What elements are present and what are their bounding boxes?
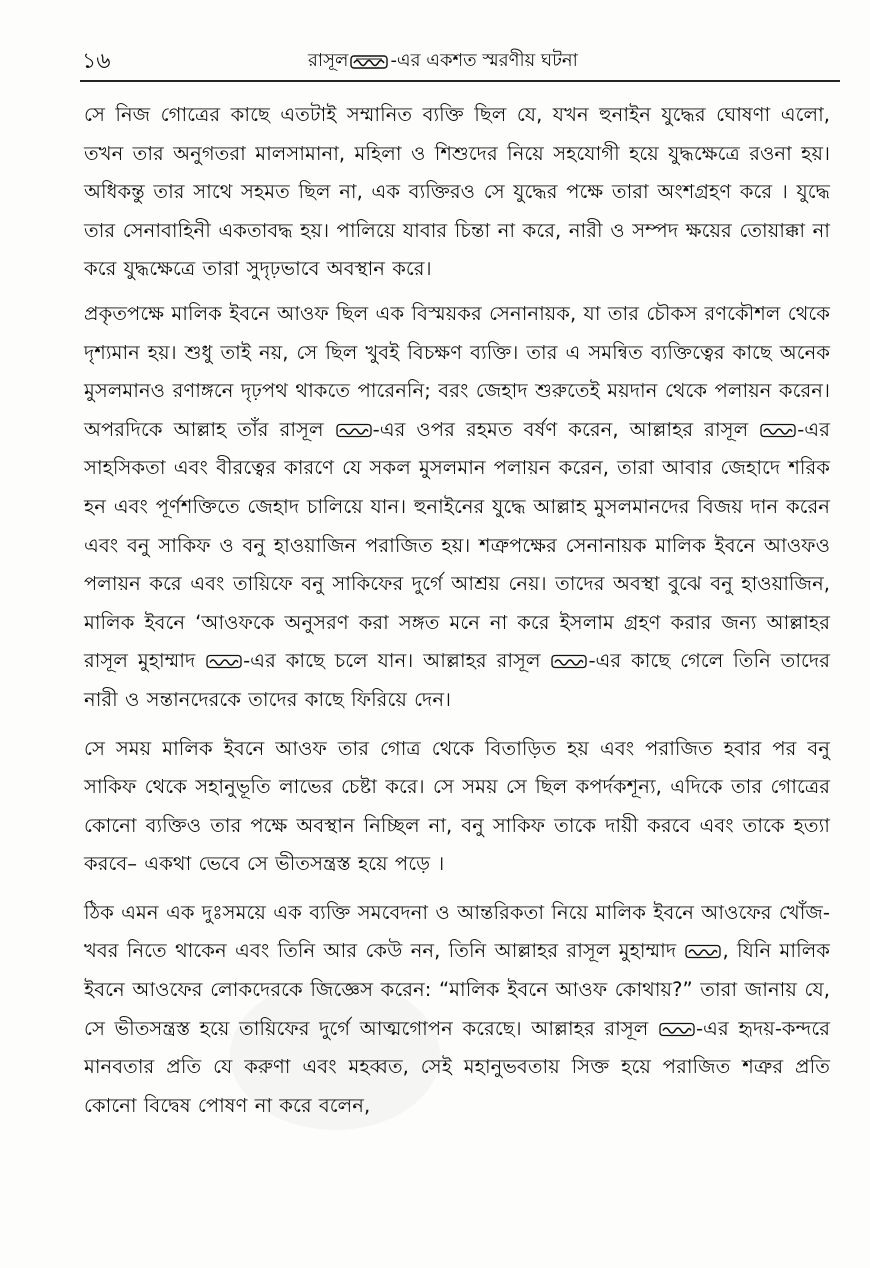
paragraph-4	[84, 894, 830, 1126]
paragraph-text: -এর কাছে চলে যান। আল্লাহর রাসূল	[243, 649, 551, 673]
saw-calligraphy-icon	[685, 934, 721, 949]
saw-calligraphy-icon	[659, 1012, 695, 1027]
paragraph-text: -এর ওপর রহমত বর্ষণ করেন, আল্লাহর রাসূল	[372, 417, 760, 441]
paragraph-2	[84, 295, 830, 720]
saw-calligraphy-icon	[336, 413, 372, 428]
running-title-end: -এর একশত স্মরণীয় ঘটনা	[390, 50, 578, 71]
paragraph-text: -এর সাহসিকতা এবং বীরত্বের কারণে যে সকল মুসলমান পলায়ন করেন, তারা আবার জেহাদে শরিক হন এবং পূর্ণশক্তিতে জেহাদ চালিয়ে যান। হুনাইনের যুদ্ধে আল্লাহ মুসলমানদের বিজয় দান করেন এবং বনু সাকিফ ও বনু হাওয়াজিন পরাজিত হয়। শত্রুপক্ষের সেনানায়ক মালিক ইবনে আওফও পলায়ন করে এবং তায়িফে বনু সাকিফের দুর্গে আশ্রয় নেয়। তাদের অবস্থা বুঝে বনু হাওয়াজিন, মালিক ইবনে ‘আওফকে অনুসরণ করা সঙ্গত মনে না করে ইসলাম গ্রহণ করার জন্য আল্লাহর রাসূল মুহাম্মাদ	[84, 417, 830, 673]
paragraph-text: , যিনি মালিক ইবনে আওফের লোকদেরকে জিজ্ঞেস করেন: “মালিক ইবনে আওফ কোথায়?” তারা জানায় যে, সে ভীতসন্ত্রস্ত হয়ে তায়িফের দুর্গে আত্মগোপন করেছে। আল্লাহর রাসূল	[84, 939, 831, 1040]
paragraph-3	[84, 730, 830, 884]
running-title-start: রাসূল	[308, 50, 349, 71]
saw-calligraphy-icon	[350, 54, 388, 70]
body-text	[84, 96, 830, 1135]
paragraph-1	[84, 96, 830, 289]
saw-calligraphy-icon	[760, 413, 796, 428]
paragraph-text: প্রকৃতপক্ষে মালিক ইবনে আওফ ছিল এক বিস্ময়কর সেনানায়ক, যা তার চৌকস রণকৌশল থেকে দৃশ্যমান হয়। শুধু তাই নয়, সে ছিল খুবই বিচক্ষণ ব্যক্তি। তার এ সমন্বিত ব্যক্তিত্বের কাছে অনেক মুসলমানও রণাঙ্গনে দৃঢ়পথ থাকতে পারেননি; বরং জেহাদ শুরুতেই ময়দান থেকে পলায়ন করেন। অপরদিকে আল্লাহ তাঁর রাসূল	[84, 301, 830, 441]
saw-calligraphy-icon	[206, 644, 242, 659]
paragraph-text: ঠিক এমন এক দুঃসময়ে এক ব্যক্তি সমবেদনা ও আন্তরিকতা নিয়ে মালিক ইবনে আওফের খোঁজ-খবর নিতে থাকেন এবং তিনি আর কেউ নন, তিনি আল্লাহর রাসূল মুহাম্মাদ	[84, 900, 830, 963]
saw-calligraphy-icon	[551, 644, 587, 659]
paragraph-text: -এর কাছে গেলে তিনি তাদের নারী ও সন্তানদেরকে তাদের কাছে ফিরিয়ে দেন।	[84, 649, 830, 711]
page-header	[80, 44, 840, 82]
paragraph-text: সে সময় মালিক ইবনে আওফ তার গোত্র থেকে বিতাড়িত হয় এবং পরাজিত হবার পর বনু সাকিফ থেকে সহানুভূতি লাভের চেষ্টা করে। সে সময় সে ছিল কপর্দকশূন্য, এদিকে তার গোত্রের কোনো ব্যক্তিও তার পক্ষে অবস্থান নিচ্ছিল না, বনু সাকিফ তাকে দায়ী করবে এবং তাকে হত্যা করবে– একথা ভেবে সে ভীতসন্ত্রস্ত হয়ে পড়ে ।	[84, 736, 830, 876]
running-title	[308, 46, 578, 77]
page-number: ১৬	[82, 49, 111, 74]
paragraph-text: -এর হৃদয়-কন্দরে মানবতার প্রতি যে করুণা এবং মহব্বত, সেই মহানুভবতায় সিক্ত হয়ে পরাজিত শত্রুর প্রতি কোনো বিদ্বেষ পোষণ না করে বলেন,	[84, 1016, 830, 1117]
paragraph-text: সে নিজ গোত্রের কাছে এতটাই সম্মানিত ব্যক্তি ছিল যে, যখন হুনাইন যুদ্ধের ঘোষণা এলো, তখন তার অনুগতরা মালসামানা, মহিলা ও শিশুদের নিয়ে সহযোগী হয়ে যুদ্ধক্ষেত্রে রওনা হয়। অধিকন্তু তার সাথে সহমত ছিল না, এক ব্যক্তিরও সে যুদ্ধের পক্ষে তারা অংশগ্রহণ করে । যুদ্ধে তার সেনাবাহিনী একতাবদ্ধ হয়। পালিয়ে যাবার চিন্তা না করে, নারী ও সম্পদ ক্ষয়ের তোয়াক্কা না করে যুদ্ধক্ষেত্রে তারা সুদৃঢ়ভাবে অবস্থান করে।	[84, 103, 830, 281]
